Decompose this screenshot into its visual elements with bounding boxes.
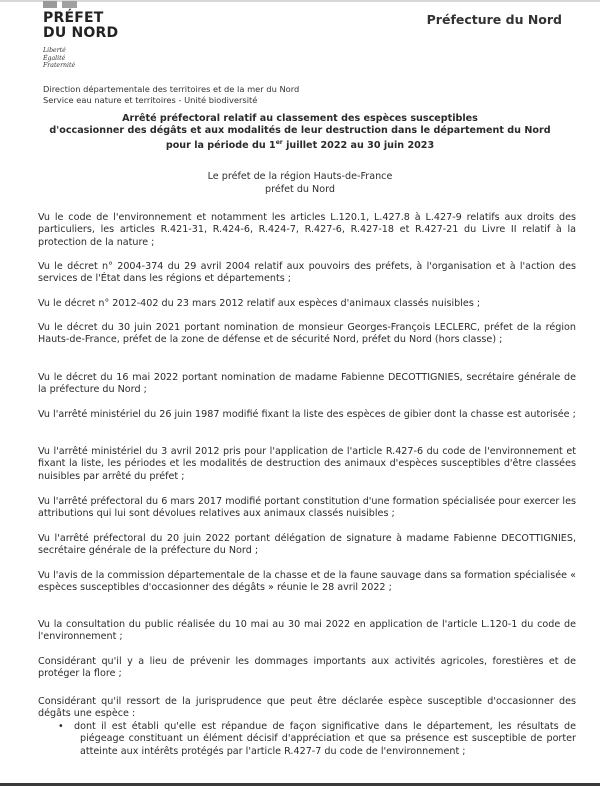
document-title [0,113,600,152]
visa-paragraph: Vu la consultation du public réalisée du 10 mai au 30 mai 2022 en application de l'article L.120-1 du code de l'environnement ; [38,619,576,643]
republic-motto [43,47,75,70]
considering-paragraph: Considérant qu'il y a lieu de prévenir les dommages importants aux activités agricoles, forestières et de protéger la flore ; [38,656,576,680]
title-line-1: Arrêté préfectoral relatif au classement des espèces susceptibles [122,113,478,124]
visa-paragraph: Vu le décret n° 2012-402 du 23 mars 2012 relatif aux espèces d'animaux classés nuisibles ; [38,298,481,309]
brand-line-1: PRÉFET [43,10,104,26]
list-item [60,721,576,758]
title-period-start: pour la période du 1 [165,140,276,152]
bullet-icon: • [58,721,64,732]
signatory-line-2: préfet du Nord [265,183,335,195]
title-line-3 [0,137,600,152]
issuing-service [43,84,299,106]
motto-liberte: Liberté [43,47,66,54]
visa-paragraph: Vu l'avis de la commission départementale de la chasse et de la faune sauvage dans sa formation spécialisée « espèces susceptibles d'occasionner des dégâts » réunie le 28 avril 2022 ; [38,570,576,594]
service-line: Service eau nature et territoires - Unité biodiversité [43,95,258,105]
motto-egalite: Égalité [43,54,66,62]
visa-paragraph: Vu le décret du 16 mai 2022 portant nomination de madame Fabienne DECOTTIGNIES, secrétaire générale de la préfecture du Nord ; [38,372,576,396]
brand-line-2: DU NORD [43,25,119,41]
signatory-line-1: Le préfet de la région Hauts-de-France [207,171,393,182]
considering-paragraph: Considérant qu'il ressort de la jurisprudence que peut être déclarée espèce susceptible d'occasionner des dégâts une espèce : [38,696,576,720]
motto-fraternite: Fraternité [43,62,76,69]
direction-line: Direction départementale des territoires et de la mer du Nord [43,84,300,94]
visa-paragraph: Vu l'arrêté préfectoral du 6 mars 2017 modifié portant constitution d'une formation spécialisée pour exercer les attributions qui lui sont dévolues relatives aux animaux classés nuisibles ; [38,496,576,520]
visa-paragraph: Vu l'arrêté ministériel du 26 juin 1987 modifié fixant la liste des espèces de gibier dont la chasse est autorisée ; [38,409,576,420]
marianne-logo-icon [43,1,79,8]
visa-paragraph: Vu le décret du 30 juin 2021 portant nomination de monsieur Georges-François LECLERC, préfet de la région Hauts-de-France, préfet de la zone de défense et de sécurité Nord, préfet du Nord (hors classe) ; [38,322,576,346]
visa-paragraph: Vu le code de l'environnement et notamment les articles L.120.1, L.427.8 à L.427-9 relatifs aux droits des particuliers, les articles R.421-31, R.424-6, R.424-7, R.427-6, R.427-18 et R.427-21 du Livre II relatif à la protection de la nature ; [38,212,576,248]
brand-block [43,11,118,41]
visa-paragraph: Vu l'arrêté ministériel du 3 avril 2012 pris pour l'application de l'article R.427-6 du code de l'environnement et fixant la liste, les périodes et les modalités de destruction des animaux d'espèces susceptibles d'être classées nuisibles par arrêté du préfet ; [38,446,576,482]
prefecture-name: Préfecture du Nord [426,12,562,27]
title-superscript: er [275,139,283,146]
title-line-2: d'occasionner des dégâts et aux modalités de leur destruction dans le département du Nord [49,125,551,136]
signatory-block [0,171,600,196]
title-period-end: juillet 2022 au 30 juin 2023 [282,140,435,152]
list-item-text: dont il est établi qu'elle est répandue de façon significative dans le département, les résultats de piégeage constituant un élément décisif d'appréciation et que sa présence est susceptible de porter atteinte aux intérêts protégés par l'article R.427-7 du code de l'environnement ; [74,721,576,757]
visa-paragraph: Vu le décret n° 2004-374 du 29 avril 2004 relatif aux pouvoirs des préfets, à l'organisation et à l'action des services de l'État dans les régions et départements ; [38,261,576,285]
visa-paragraph: Vu l'arrêté préfectoral du 20 juin 2022 portant délégation de signature à madame Fabienne DECOTTIGNIES, secrétaire générale de la préfecture du Nord ; [38,533,576,557]
page-top-border [0,0,600,2]
